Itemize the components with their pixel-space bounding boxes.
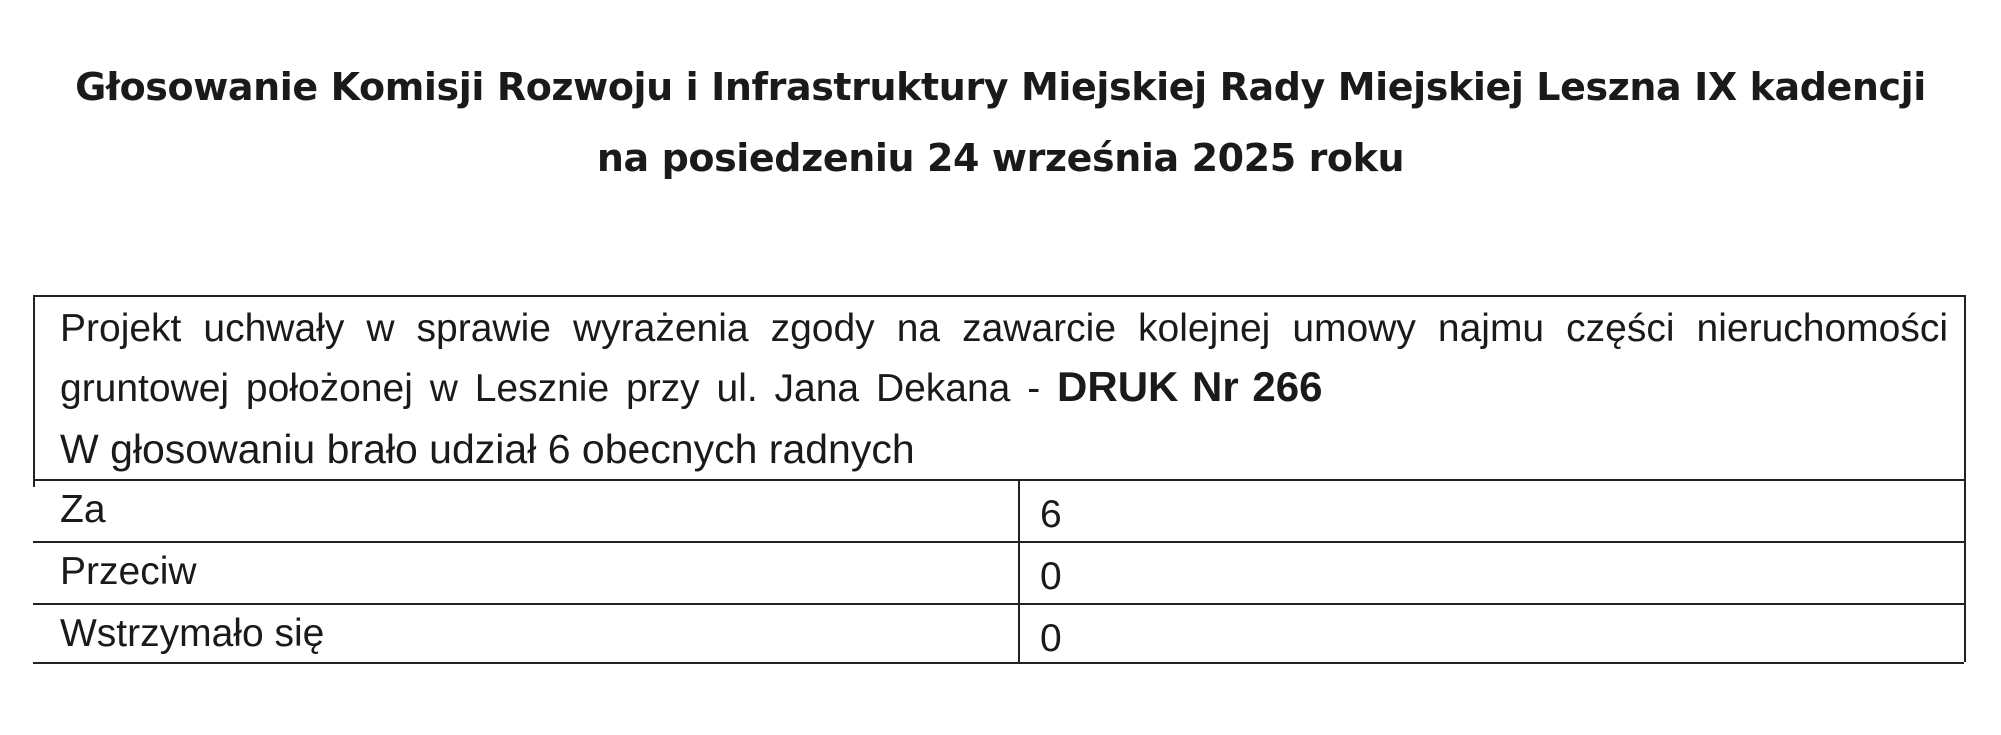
- vote-value-cell: [1018, 605, 1964, 662]
- vote-value-cell: [1018, 543, 1964, 603]
- druk-separator: -: [1010, 367, 1058, 410]
- page-title: [0, 52, 2001, 194]
- vote-count: 6: [1040, 493, 1062, 536]
- vote-value-cell: [1018, 481, 1964, 541]
- title-line-1: Głosowanie Komisji Rozwoju i Infrastruktury Miejskiej Rady Miejskiej Leszna IX kadencji: [75, 65, 1926, 109]
- vote-label: Za: [60, 488, 106, 531]
- vote-row-przeciw: [33, 541, 1964, 603]
- druk-number: DRUK Nr 266: [1057, 363, 1323, 410]
- title-line-2: na posiedzeniu 24 września 2025 roku: [596, 136, 1405, 180]
- resolution-text: Projekt uchwały w sprawie wyrażenia zgody na zawarcie kolejnej umowy najmu części nieruchomości gruntowej położonej w Lesznie przy ul. Jana Dekana: [60, 307, 1948, 410]
- vote-count: 0: [1040, 555, 1062, 598]
- vote-table: [33, 295, 1966, 662]
- vote-row-wstrzymalo: [33, 603, 1964, 664]
- vote-count: 0: [1040, 617, 1062, 660]
- participation-text: W głosowaniu brało udział 6 obecnych radnych: [60, 426, 915, 472]
- vote-row-za: [33, 479, 1964, 541]
- resolution-description: [60, 300, 1948, 418]
- vote-label: Wstrzymało się: [60, 612, 325, 655]
- vote-label: Przeciw: [60, 550, 197, 593]
